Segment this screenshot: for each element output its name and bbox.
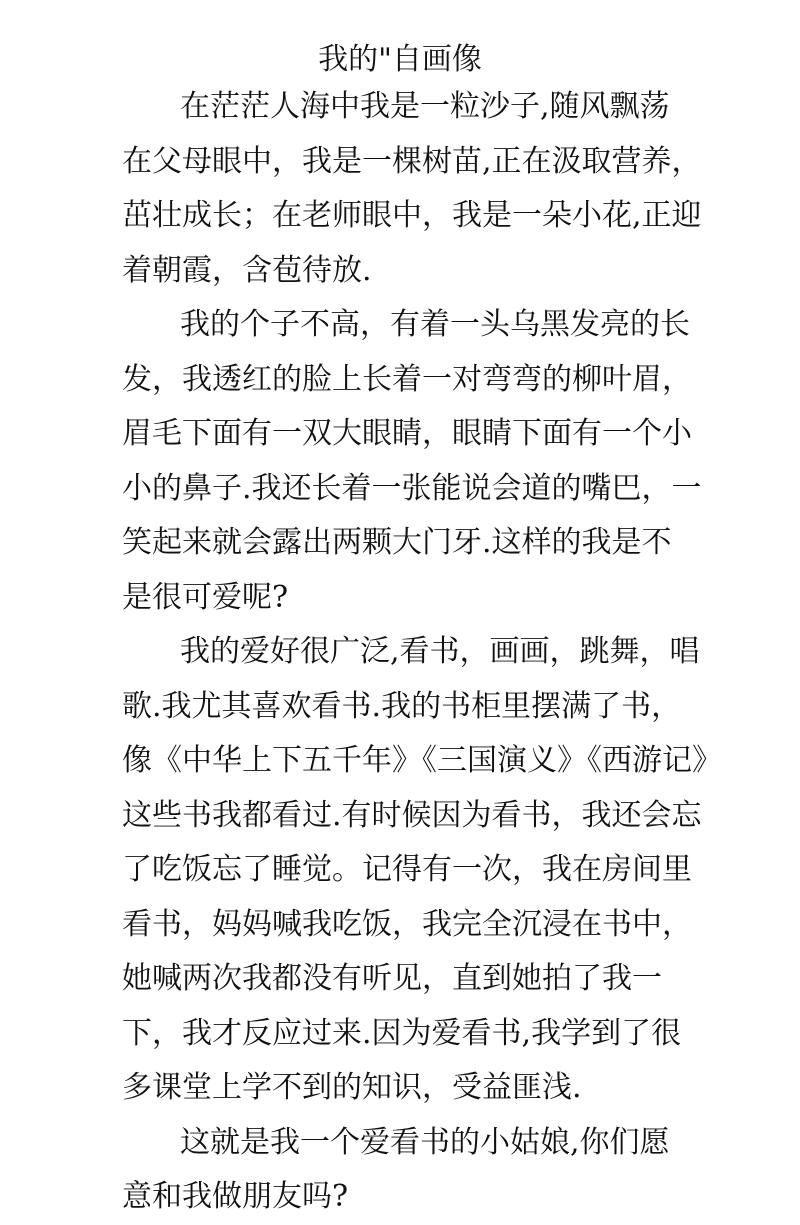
text-line: 眉毛下面有一双大眼睛，眼睛下面有一个小: [122, 416, 692, 451]
text-line: 在茫茫人海中我是一粒沙子,随风飘荡: [180, 89, 670, 124]
text-line: 意和我做朋友吗?: [122, 1179, 349, 1214]
text-line: 我的个子不高，有着一头乌黑发亮的长: [180, 307, 690, 342]
text-line: 多课堂上学不到的知识，受益匪浅.: [122, 1070, 582, 1105]
text-line: 在父母眼中，我是一棵树苗,正在汲取营养，: [122, 143, 702, 179]
text-line: 小的鼻子.我还长着一张能说会道的嘴巴，一: [122, 470, 702, 506]
text-line: 着朝霞，含苞待放.: [122, 252, 372, 288]
text-line: 她喊两次我都没有听见，直到她拍了我一: [122, 961, 662, 996]
text-line: 这些书我都看过.有时候因为看书，我还会忘: [122, 797, 702, 833]
text-line: 歌.我尤其喜欢看书.我的书柜里摆满了书，: [122, 688, 682, 724]
text-line: 是很可爱呢?: [122, 579, 289, 615]
text-line: 像《中华上下五千年》《三国演义》《西游记》: [122, 743, 722, 778]
text-line: 我的爱好很广泛,看书，画画，跳舞，唱: [180, 634, 700, 669]
essay-body: [122, 80, 722, 1225]
essay-title: 我的"自画像: [318, 42, 482, 77]
text-line: 了吃饭忘了睡觉。记得有一次，我在房间里: [122, 852, 692, 887]
text-line: 看书，妈妈喊我吃饭，我完全沉浸在书中，: [122, 906, 692, 942]
text-line: 下，我才反应过来.因为爱看书,我学到了很: [122, 1015, 682, 1051]
text-line: 这就是我一个爱看书的小姑娘,你们愿: [180, 1124, 670, 1160]
text-line: 发，我透红的脸上长着一对弯弯的柳叶眉，: [122, 361, 692, 397]
text-line: 茁壮成长；在老师眼中，我是一朵小花,正迎: [122, 198, 702, 233]
text-line: 笑起来就会露出两颗大门牙.这样的我是不: [122, 525, 672, 560]
